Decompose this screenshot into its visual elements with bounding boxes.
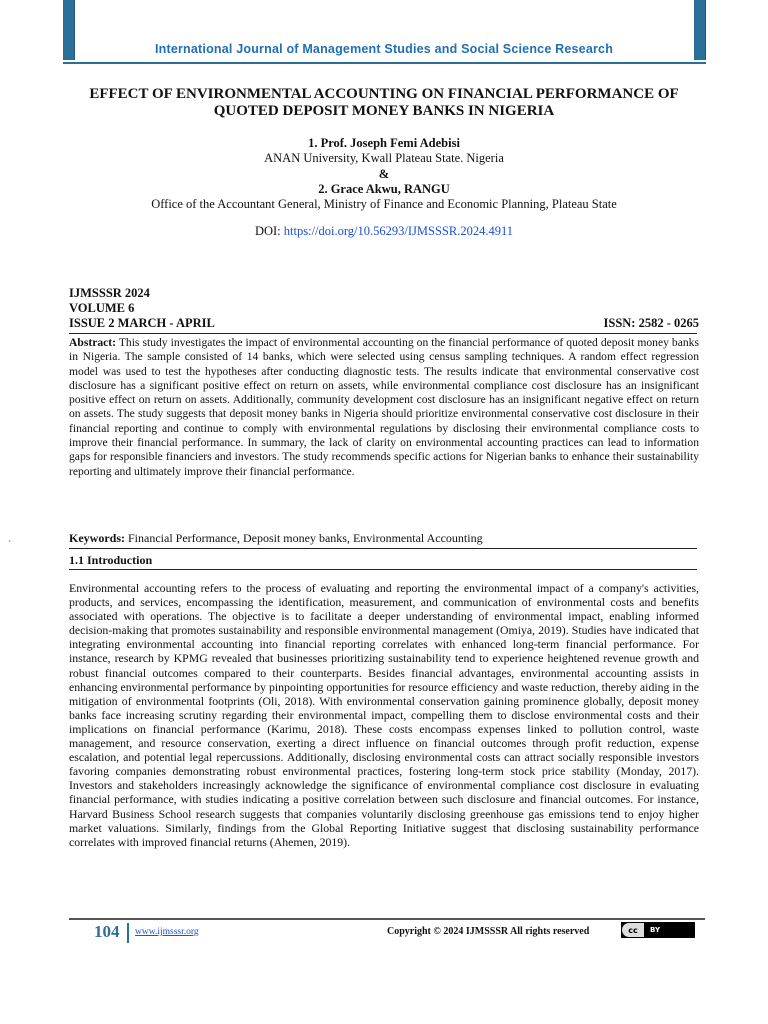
introduction-text: Environmental accounting refers to the process of evaluating and reporting the environmental impact of a company's activities, products, and services, encompassing the identification, measurement, and communication of environmental costs and benefits associated with operations. The objective is to facilitate a deeper understanding of environmental impact, enabling informed decision-making that promotes sustainability and responsible environmental management (Omiya, 2019). Studies have indicated that integrating environmental accounting into financial reporting correlates with enhanced long-term financial performance. For instance, research by KPMG revealed that businesses prioritizing sustainability tend to experience heightened revenue growth and robust financial outcomes compared to their counterparts. Besides financial advantages, environmental accounting assists in enhancing environmental performance by pinpointing opportunities for resource efficiency and waste reduction, thereby aiding in the mitigation of environmental footprints (Oli, 2018). With environmental conservation gaining prominence globally, deposit money banks face increasing scrutiny regarding their environmental impact, compelling them to disclose environmental costs and their implications on financial performance (Karimu, 2018). These costs encompass expenses linked to pollution control, waste management, and resource conservation, exerting a direct influence on financial outcomes through profit reduction, expense escalation, and potential legal repercussions. Additionally, disclosing environmental costs can attract socially responsible investors favoring companies demonstrating robust environmental practices, fostering long-term stock price stability (Monday, 2017). Investors and stakeholders increasingly acknowledge the significance of environmental compliance cost disclosure in evaluating financial performance, with studies indicating a positive correlation between such disclosure and financial outcomes. For instance, Harvard Business School research suggests that companies voluntarily disclosing greenhouse gas emissions tend to enjoy higher market valuations. Similarly, findings from the Global Reporting Initiative suggest that disclosing sustainability performance correlates with improved financial returns (Ahemen, 2019). <box>69 581 699 849</box>
issue-row <box>69 316 699 331</box>
author-separator: & <box>378 166 390 181</box>
footer-rule <box>69 918 705 920</box>
copyright: Copyright © 2024 IJMSSSR All rights reserved <box>387 926 590 937</box>
issue-rule <box>69 333 697 334</box>
header-rule <box>63 62 706 64</box>
author-2-name: 2. Grace Akwu, RANGU <box>318 181 450 196</box>
website-link[interactable]: www.ijmsssr.org <box>135 927 199 937</box>
cc-icon: cc <box>622 923 644 937</box>
volume: VOLUME 6 <box>69 301 135 315</box>
keywords-label: Keywords: <box>69 531 125 545</box>
paper-title-line-2: QUOTED DEPOSIT MONEY BANKS IN NIGERIA <box>213 103 555 119</box>
by-label: BY <box>650 926 661 934</box>
keywords-text: Financial Performance, Deposit money banks, Environmental Accounting <box>128 531 483 545</box>
doi-link[interactable]: https://doi.org/10.56293/IJMSSSR.2024.4911 <box>283 224 514 238</box>
abstract-label: Abstract: <box>69 336 117 349</box>
author-1-name: 1. Prof. Joseph Femi Adebisi <box>308 136 460 150</box>
doi-line <box>60 224 708 239</box>
abstract <box>69 336 699 479</box>
doi-label: DOI: <box>254 224 281 238</box>
section-heading-introduction: 1.1 Introduction <box>69 553 153 567</box>
page-number: 104 <box>94 922 120 941</box>
issue-info <box>69 286 699 331</box>
paper-title <box>60 86 708 120</box>
footer <box>69 922 705 944</box>
paper-title-line-1: EFFECT OF ENVIRONMENTAL ACCOUNTING ON FINANCIAL PERFORMANCE OF <box>89 86 679 102</box>
issn: ISSN: 2582 - 0265 <box>603 316 699 330</box>
section-rule <box>69 569 697 570</box>
keywords <box>69 531 699 546</box>
author-1-affiliation: ANAN University, Kwall Plateau State. Nigeria <box>264 151 504 166</box>
journal-year: IJMSSSR 2024 <box>69 286 150 300</box>
keywords-rule <box>69 548 697 549</box>
stray-mark: ` <box>8 540 12 551</box>
footer-divider <box>127 923 129 943</box>
abstract-text: This study investigates the impact of environmental accounting on the financial performance of quoted deposit money banks in Nigeria. The sample consisted of 14 banks, which were selected using census sampling techniques. A random effect regression model was used to test the hypotheses after conducting diagnostic tests. The results indicate that environmental conservative cost disclosure has a significant positive effect on return on assets, while environmental compliance cost disclosure has an insignificant positive effect on return on assets. Additionally, community development cost disclosure has an insignificant negative effect on return on assets. The study suggests that deposit money banks in Nigeria should prioritize environmental conservative cost disclosure in their financial reporting and continue to comply with environmental regulations by disclosing their environmental compliance costs to improve their financial performance. In summary, the lack of clarity on environmental accounting practices can lead to information gaps for responsible financiers and investors. The study recommends specific actions for Nigerian banks to enhance their sustainability reporting and ultimately improve their financial performance. <box>69 336 699 478</box>
cc-by-license-icon[interactable] <box>621 922 695 938</box>
author-2-affiliation: Office of the Accountant General, Ministry of Finance and Economic Planning, Plateau State <box>151 197 617 212</box>
author-block <box>60 136 708 212</box>
issue: ISSUE 2 MARCH - APRIL <box>69 316 215 330</box>
journal-title: International Journal of Management Studies and Social Science Research <box>154 42 614 56</box>
